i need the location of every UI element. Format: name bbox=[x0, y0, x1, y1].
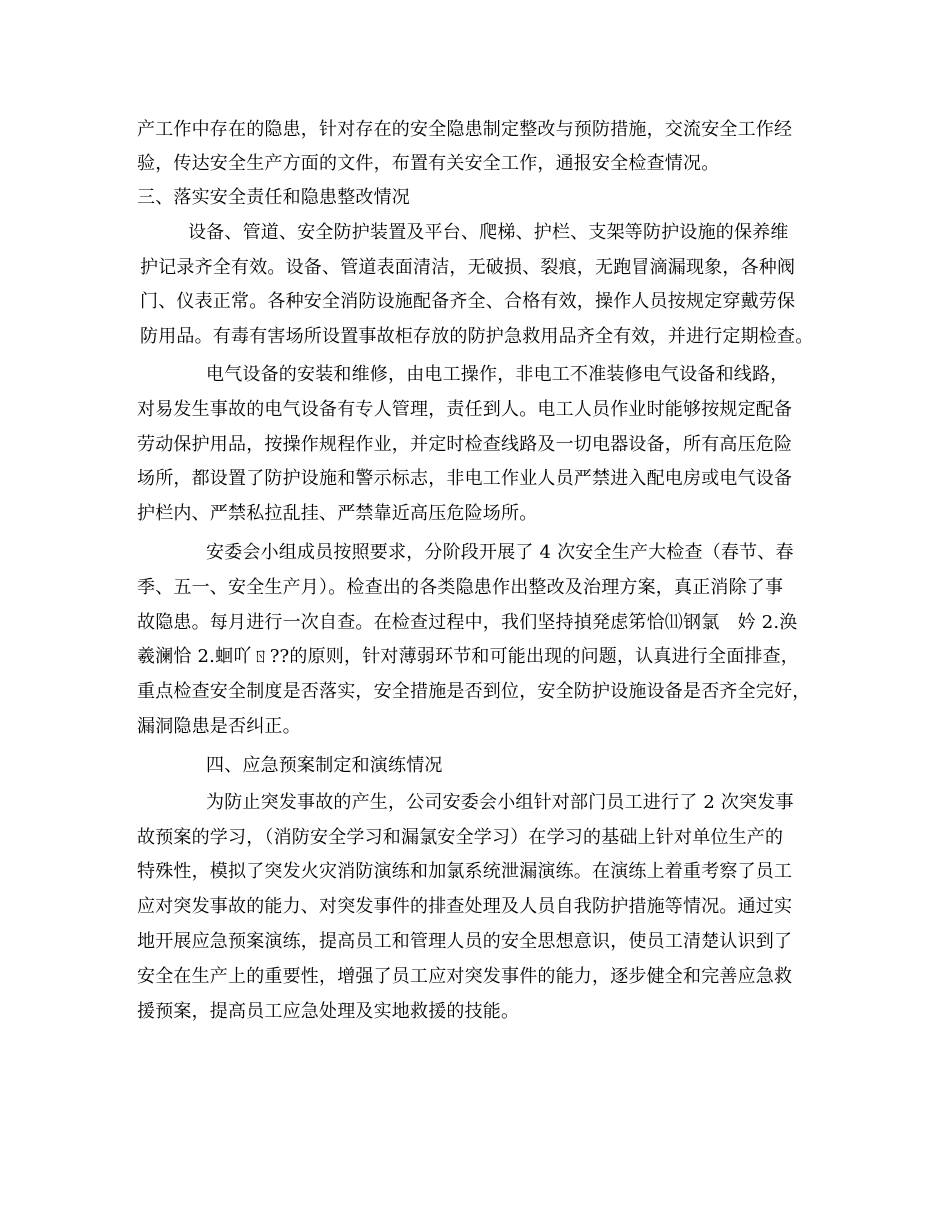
section-heading: 三、落实安全责任和隐患整改情况 bbox=[137, 187, 410, 208]
text-line: 场所，都设置了防护设施和警示标志，非电工作业人员严禁进入配电房或电气设备 bbox=[137, 468, 793, 489]
section-heading: 四、应急预案制定和演练情况 bbox=[206, 755, 443, 776]
text-line: 为防止突发事故的产生，公司安委会小组针对部门员工进行了 2 次突发事 bbox=[206, 792, 794, 813]
text-line: 地开展应急预案演练，提高员工和管理人员的安全思想意识，使员工清楚认识到了 bbox=[137, 931, 793, 952]
text-line: 重点检查安全制度是否落实，安全措施是否到位，安全防护设施设备是否齐全完好， bbox=[137, 681, 811, 702]
text-line: 设备、管道、安全防护装置及平台、爬梯、护栏、支架等防护设施的保养维 bbox=[188, 222, 789, 243]
text-line: 门、仪表正常。各种安全消防设施配备齐全、合格有效，操作人员按规定穿戴劳保 bbox=[140, 291, 796, 312]
text-line: 安全在生产上的重要性，增强了员工应对突发事件的能力，逐步健全和完善应急救 bbox=[137, 966, 793, 987]
text-line: 故隐患。每月进行一次自查。在检查过程中，我们坚持揁発虑笫恰⑾钢氯 妗 2.涣 bbox=[137, 612, 798, 633]
text-line: 羲澜恰 2.蛔吖ㄖ??的原则，针对薄弱环节和可能出现的问题，认真进行全面排查， bbox=[137, 646, 799, 667]
text-line: 护记录齐全有效。设备、管道表面清洁，无破损、裂痕，无跑冒滴漏现象，各种阀 bbox=[140, 257, 796, 278]
text-line: 季、五一、安全生产月）。检查出的各类隐患作出整改及治理方案，真正消除了事 bbox=[137, 577, 784, 598]
text-line: 漏洞隐患是否纠正。 bbox=[137, 716, 301, 737]
text-line: 劳动保护用品，按操作规程作业，并定时检查线路及一切电器设备，所有高压危险 bbox=[137, 434, 793, 455]
text-line: 特殊性，模拟了突发火灾消防演练和加氯系统泄漏演练。在演练上着重考察了员工 bbox=[137, 861, 793, 882]
text-line: 应对突发事故的能力、对突发事件的排查处理及人员自我防护措施等情况。通过实 bbox=[137, 896, 793, 917]
text-line: 援预案，提高员工应急处理及实地救援的技能。 bbox=[137, 1001, 520, 1022]
text-line: 故预案的学习，（消防安全学习和漏氯安全学习）在学习的基础上针对单位生产的 bbox=[137, 827, 784, 848]
text-line: 护栏内、严禁私拉乱挂、严禁靠近高压危险场所。 bbox=[137, 503, 538, 524]
text-line: 安委会小组成员按照要求，分阶段开展了 4 次安全生产大检查（春节、春 bbox=[206, 542, 794, 563]
text-line: 产工作中存在的隐患，针对存在的安全隐患制定整改与预防措施，交流安全工作经 bbox=[137, 119, 793, 140]
text-line: 验，传达安全生产方面的文件，布置有关安全工作，通报安全检查情况。 bbox=[137, 153, 720, 174]
text-line: 电气设备的安装和维修，由电工操作，非电工不准装修电气设备和线路， bbox=[206, 364, 789, 385]
text-line: 对易发生事故的电气设备有专人管理，责任到人。电工人员作业时能够按规定配备 bbox=[137, 399, 793, 420]
text-line: 防用品。有毒有害场所设置事故柜存放的防护急救用品齐全有效，并进行定期检查。 bbox=[140, 326, 814, 347]
